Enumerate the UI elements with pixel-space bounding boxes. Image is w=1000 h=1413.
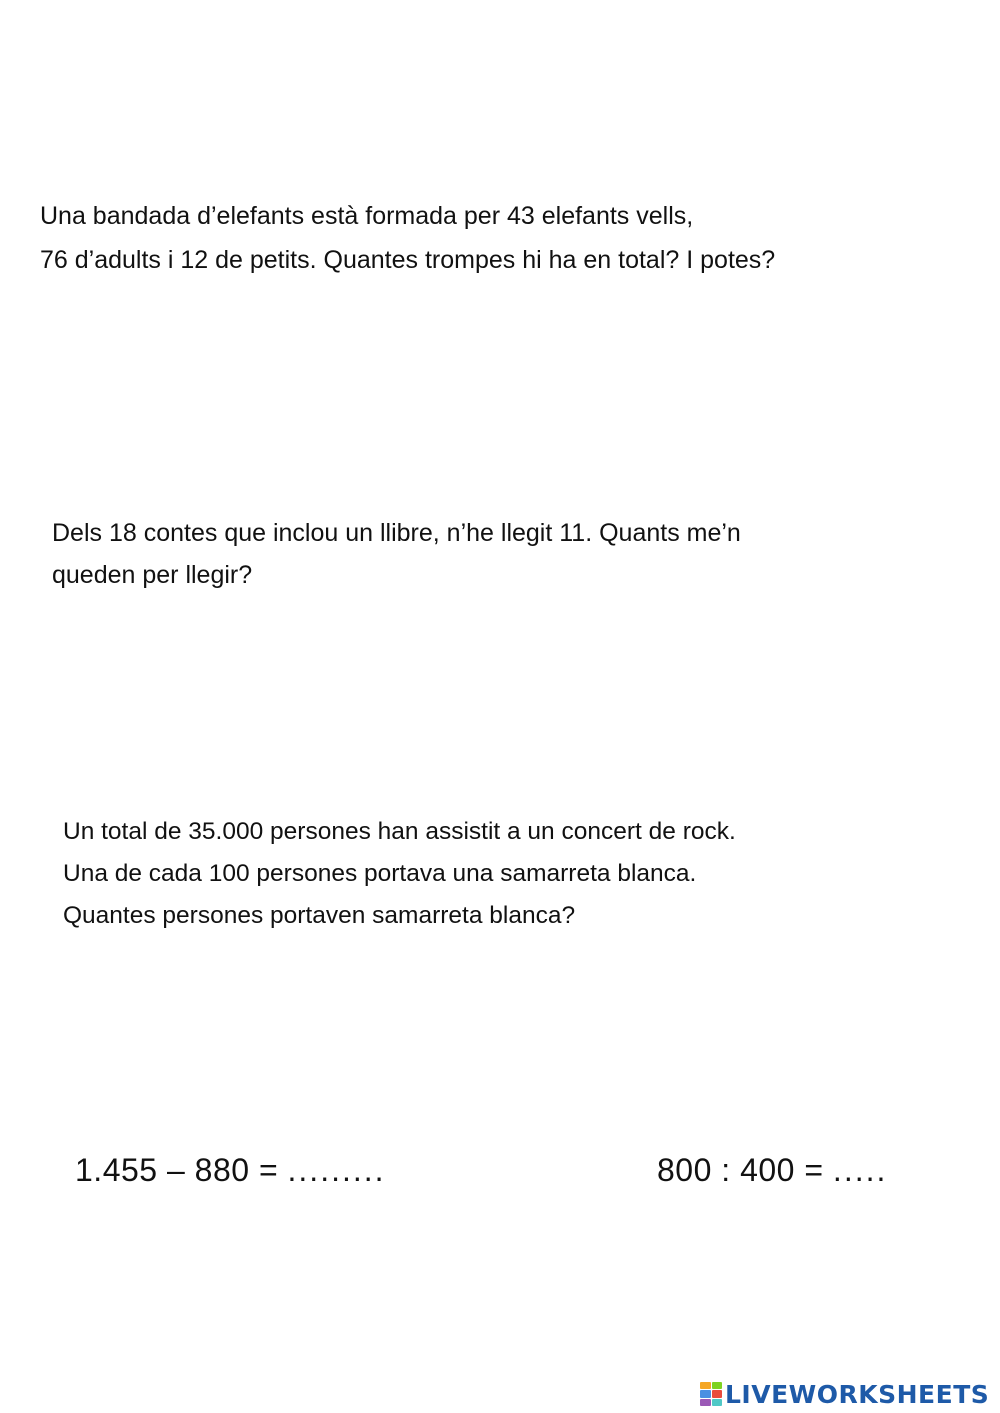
watermark-text: LIVEWORKSHEETS (725, 1379, 990, 1409)
logo-cell (712, 1390, 723, 1397)
calculation-expression: 800 : 400 = (657, 1152, 824, 1188)
calculation-division (657, 1146, 887, 1194)
liveworksheets-watermark (700, 1378, 989, 1410)
logo-cell (700, 1382, 711, 1389)
liveworksheets-logo-icon (700, 1382, 722, 1406)
problem-stories (52, 512, 741, 596)
problem-line: queden per llegir? (52, 561, 253, 589)
logo-cell (700, 1399, 711, 1406)
answer-blank[interactable]: ......... (287, 1152, 386, 1188)
problem-line: Una bandada d’elefants està formada per 43 elefants vells, (40, 202, 694, 230)
problem-line: Un total de 35.000 persones han assistit a un concert de rock. (63, 818, 736, 845)
logo-cell (712, 1399, 723, 1406)
problem-line: Quantes persones portaven samarreta blanca? (63, 902, 576, 929)
logo-cell (700, 1390, 711, 1397)
problem-line: Una de cada 100 persones portava una samarreta blanca. (63, 860, 697, 887)
calculation-subtraction (75, 1146, 386, 1194)
problem-line: Dels 18 contes que inclou un llibre, n’he llegit 11. Quants me’n (52, 519, 741, 547)
problem-elephants (40, 194, 775, 282)
answer-blank[interactable]: ..... (832, 1152, 888, 1188)
problem-line: 76 d’adults i 12 de petits. Quantes trompes hi ha en total? I potes? (40, 246, 776, 274)
problem-concert (63, 811, 736, 937)
calculation-expression: 1.455 – 880 = (75, 1152, 279, 1188)
logo-cell (712, 1382, 723, 1389)
